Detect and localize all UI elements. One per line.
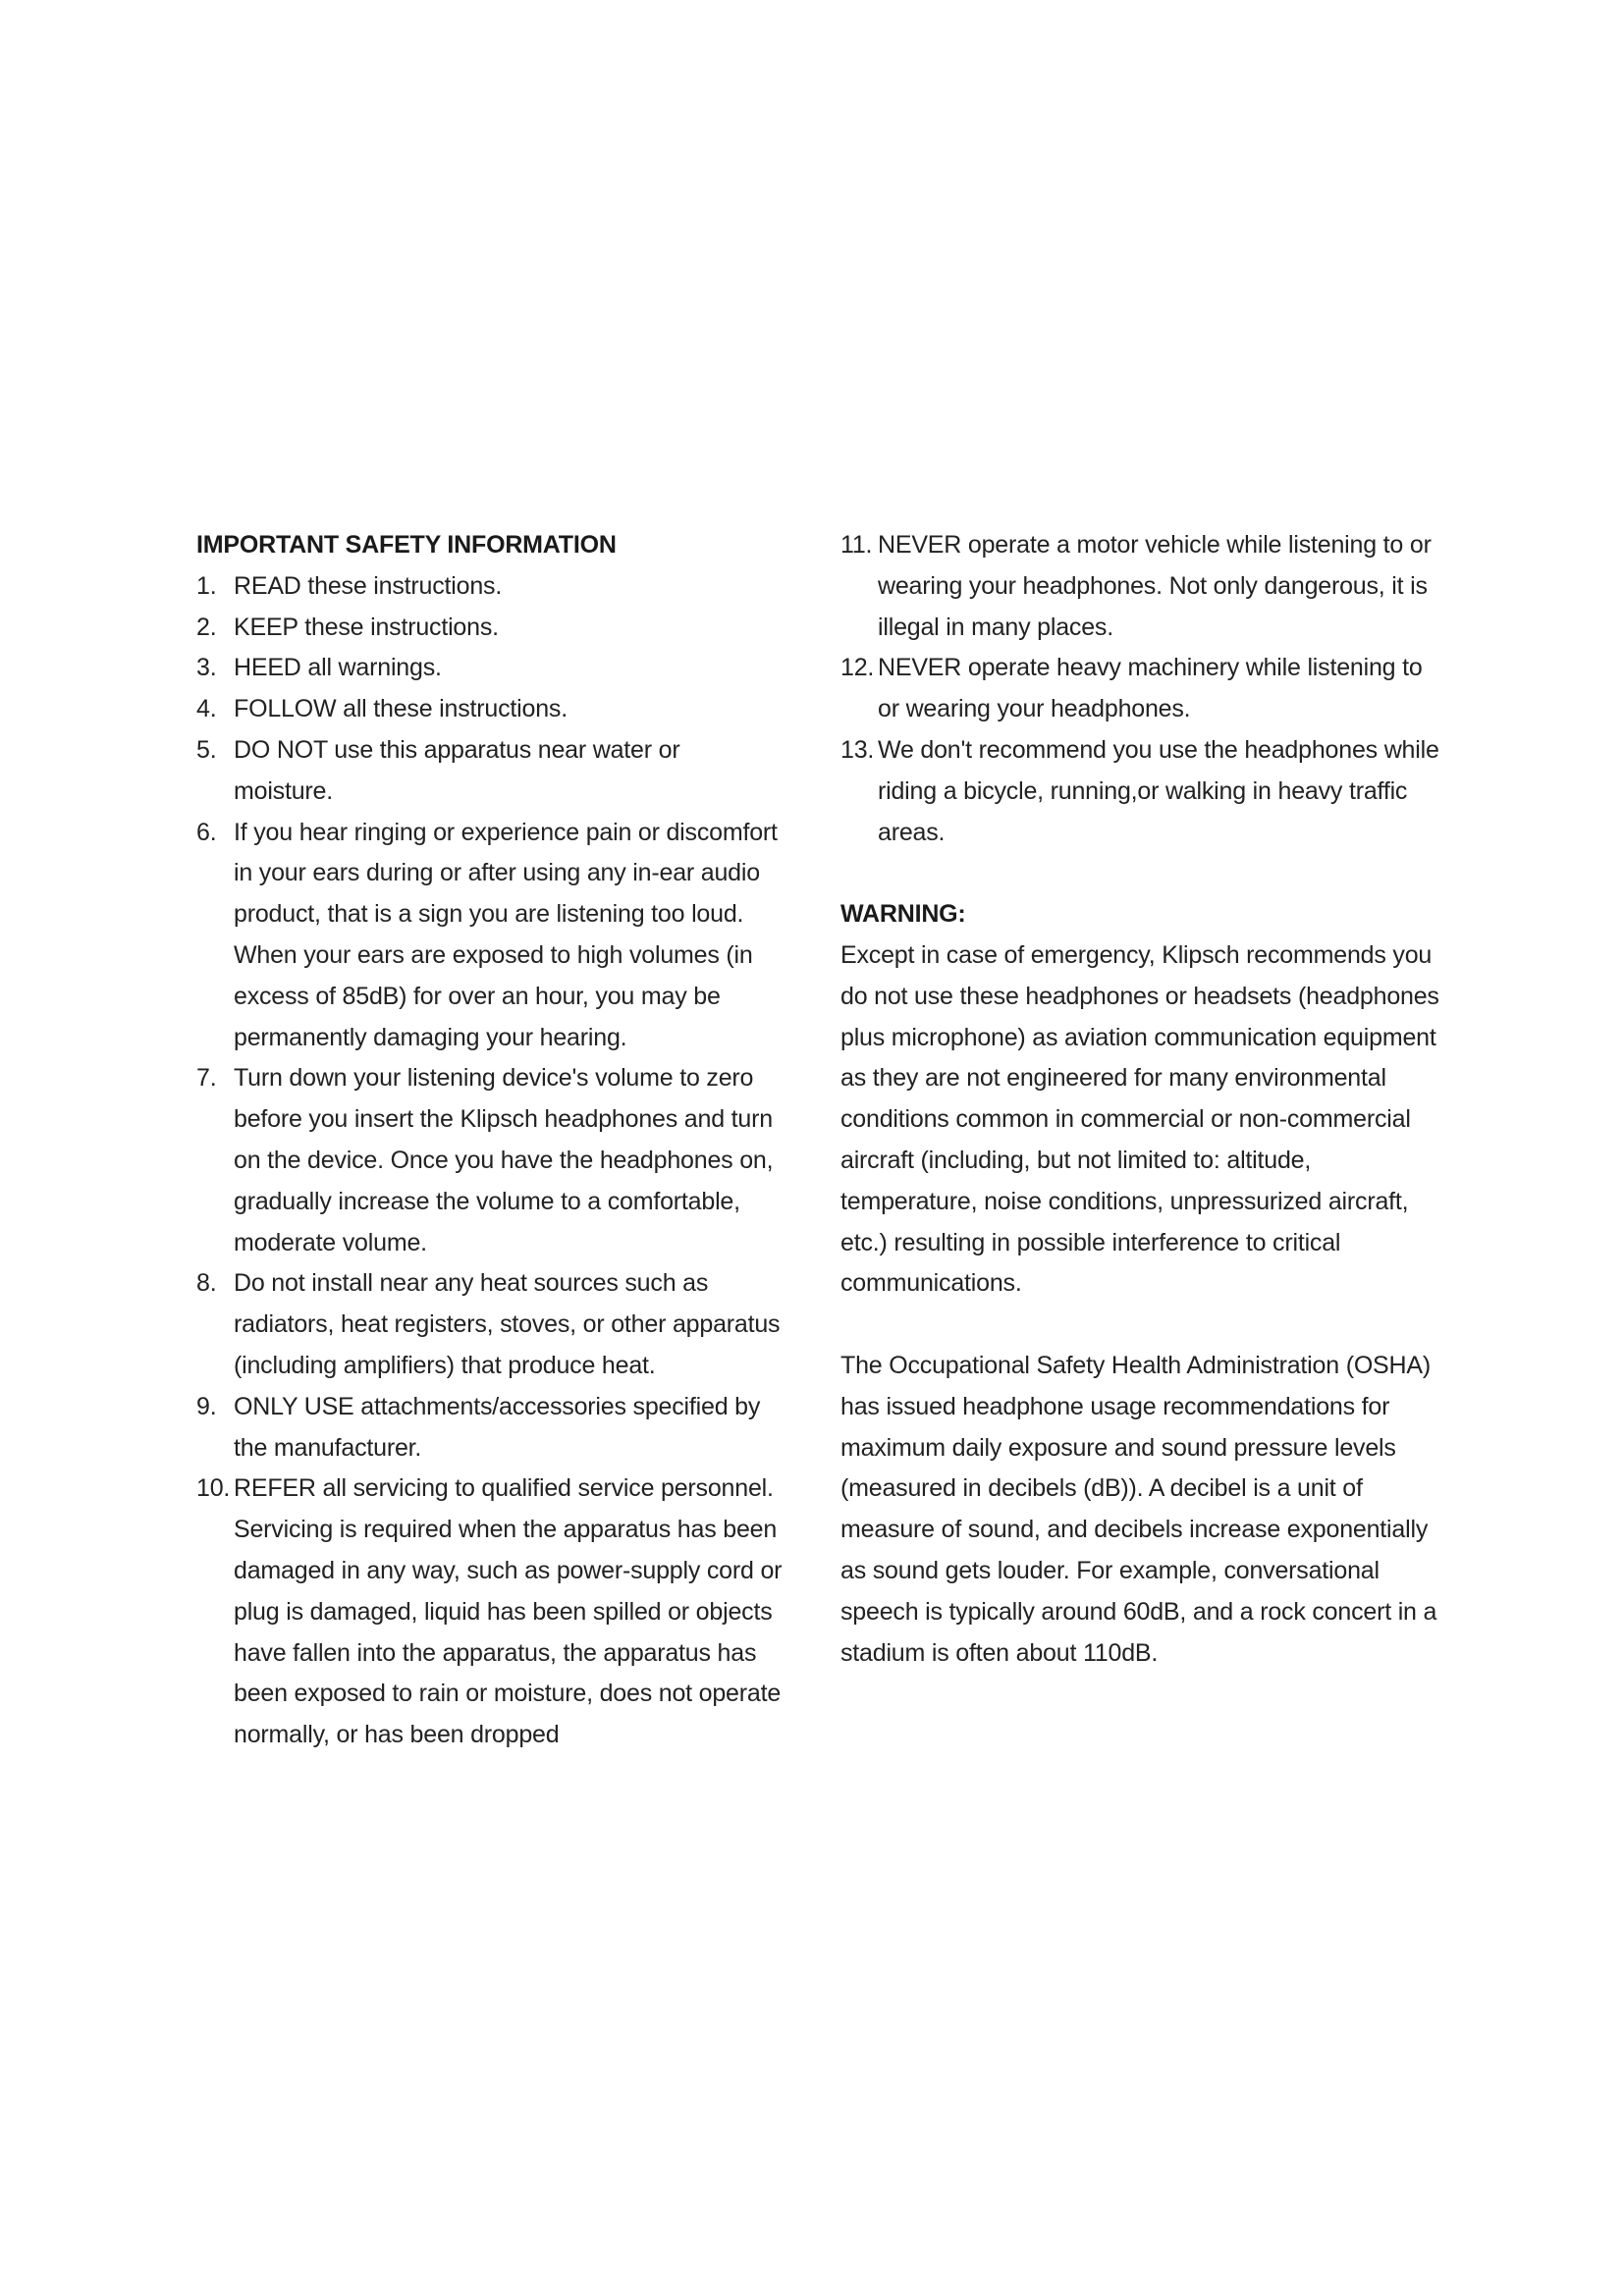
list-item (196, 813, 785, 1059)
item-text: REFER all servicing to qualified service personnel. Servicing is required when the apparatus has been damaged in any way, such as power-supply cord or plug is damaged, liquid has been spilled or objects have fallen into the apparatus, the apparatus has been exposed to rain or moisture, does not operate normally, or has been dropped (234, 1474, 783, 1749)
list-item (196, 1263, 785, 1386)
item-text: Turn down your listening device's volume to zero before you insert the Klipsch headphones and turn on the device. Once you have the headphones on, gradually increase the volume to a comfortable, moderate volume. (234, 1064, 774, 1256)
list-item (196, 730, 785, 813)
item-number: 4. (196, 695, 217, 723)
osha-paragraph: The Occupational Safety Health Administration (OSHA) has issued headphone usage recommendations for maximum daily exposure and sound pressure levels (measured in decibels (dB)). A decibel is a unit of measure of sound, and decibels increase exponentially as sound gets louder. For example, conversational speech is typically around 60dB, and a rock concert in a stadium is often about 110dB. (840, 1351, 1437, 1667)
warning-paragraph: Except in case of emergency, Klipsch recommends you do not use these headphones or headsets (headphones plus microphone) as aviation communication equipment as they are not engineered for many environmental conditions common in commercial or non-commercial aircraft (including, but not limited to: altitude, temperature, noise conditions, unpressurized aircraft, etc.) resulting in possible interference to critical communications. (840, 940, 1439, 1298)
item-number: 8. (196, 1269, 217, 1298)
list-item (196, 608, 785, 649)
safety-list (196, 566, 785, 1756)
item-number: 3. (196, 654, 217, 682)
list-item (840, 730, 1439, 853)
list-item (196, 1387, 785, 1469)
spacer (840, 1305, 1439, 1346)
item-text: NEVER operate heavy machinery while listening to or wearing your headphones. (878, 654, 1423, 723)
item-number: 12. (840, 654, 875, 682)
right-column (840, 525, 1439, 1674)
list-item (840, 525, 1439, 648)
item-text: KEEP these instructions. (234, 613, 499, 641)
list-item (196, 689, 785, 730)
item-number: 7. (196, 1064, 217, 1093)
item-text: HEED all warnings. (234, 654, 442, 682)
item-number: 13. (840, 735, 875, 764)
item-text: FOLLOW all these instructions. (234, 695, 568, 723)
item-number: 1. (196, 571, 217, 600)
warning-heading: WARNING: (840, 900, 966, 929)
left-column (196, 525, 785, 1756)
list-item (196, 1058, 785, 1263)
item-number: 5. (196, 735, 217, 764)
list-item (196, 1468, 785, 1756)
safety-heading: IMPORTANT SAFETY INFORMATION (196, 531, 617, 559)
list-item (196, 648, 785, 689)
item-number: 2. (196, 613, 217, 641)
item-text: NEVER operate a motor vehicle while listening to or wearing your headphones. Not only dangerous, it is illegal in many places. (878, 531, 1432, 641)
item-number: 6. (196, 818, 217, 846)
list-item (840, 648, 1439, 730)
item-text: ONLY USE attachments/accessories specified by the manufacturer. (234, 1392, 761, 1462)
item-number: 9. (196, 1392, 217, 1420)
item-text: Do not install near any heat sources such as radiators, heat registers, stoves, or other apparatus (including amplifiers) that produce heat. (234, 1269, 781, 1379)
item-text: READ these instructions. (234, 571, 503, 600)
item-number: 10. (196, 1474, 231, 1503)
list-item (196, 566, 785, 608)
safety-list-continued (840, 525, 1439, 853)
item-text: We don't recommend you use the headphones while riding a bicycle, running,or walking in heavy traffic areas. (878, 735, 1439, 846)
item-text: DO NOT use this apparatus near water or moisture. (234, 735, 680, 805)
item-number: 11. (840, 531, 873, 559)
item-text: If you hear ringing or experience pain or discomfort in your ears during or after using any in-ear audio product, that is a sign you are listening too loud. When your ears are exposed to high volumes (in excess of 85dB) for over an hour, you may be permanently damaging your hearing. (234, 818, 778, 1051)
spacer (840, 853, 1439, 894)
